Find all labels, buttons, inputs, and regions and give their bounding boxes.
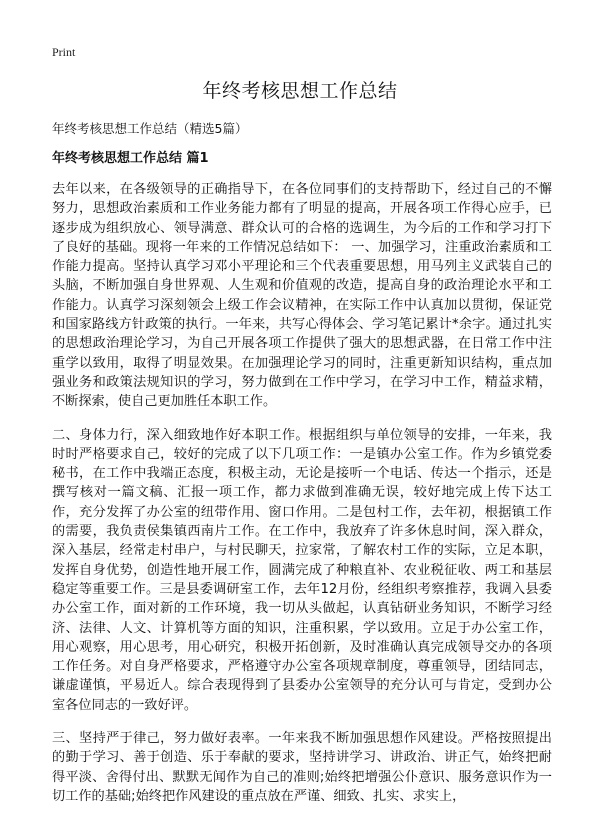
paragraph-3: 三、坚持严于律己，努力做好表率。一年来我不断加强思想作风建设。严格按照提出的勤于学习、善于创造、乐于奉献的要求，坚持讲学习、讲政治、讲正气，始终把耐得平淡、舍得付出、默默无闻作为自己的准则;始终把增强公仆意识、服务意识作为一切工作的基础;始终把作风建设的重点放在严谨、细致、扎实、求实上， — [52, 731, 552, 804]
document-subtitle: 年终考核思想工作总结（精选5篇） — [52, 121, 248, 136]
document-body — [52, 180, 552, 820]
document-title: 年终考核思想工作总结 — [202, 80, 398, 102]
section-heading: 年终考核思想工作总结 篇1 — [52, 151, 209, 166]
paragraph-1: 去年以来，在各级领导的正确指导下，在各位同事们的支持帮助下，经过自己的不懈努力，思想政治素质和工作业务能力都有了明显的提高，开展各项工作得心应手，已逐步成为组织放心、领导满意、群众认可的合格的选调生，为今后的工作和学习打下了良好的基础。现将一年来的工作情况总结如下： 一、加强学习，注重政治素质和工作能力提高。坚持认真学习邓小平理论和三个代表重要思想，用马列主义武装自己的头脑，不断加强自身世界观、人生观和价值观的改造，提高自身的政治理论水平和工作能力。认真学习深刻领会上级工作会议精神，在实际工作中认真加以贯彻，保证党和国家路线方针政策的执行。一年来，共写心得体会、学习笔记累计*余字。通过扎实的思想政治理论学习，为自己开展各项工作提供了强大的思想武器，在日常工作中注重学以致用，取得了明显效果。在加强理论学习的同时，注重更新知识结构，重点加强业务和政策法规知识的学习，努力做到在工作中学习，在学习中工作，精益求精，不断探索，使自己更加胜任本职工作。 — [52, 182, 552, 410]
print-link[interactable]: Print — [52, 45, 76, 59]
paragraph-2: 二、身体力行，深入细致地作好本职工作。根据组织与单位领导的安排，一年来，我时时严格要求自己，较好的完成了以下几项工作：一是镇办公室工作。作为乡镇党委秘书，在工作中我端正态度，积极主动，无论是接听一个电话、传达一个指示，还是撰写核对一篇文稿、汇报一项工作，都力求做到准确无误，较好地完成上传下达工作，充分发挥了办公室的纽带作用、窗口作用。二是包村工作，去年初，根据镇工作的需要，我负责侯集镇西南片工作。在工作中，我放弃了许多休息时间，深入群众，深入基层，经常走村串户，与村民聊天，拉家常，了解农村工作的实际，立足本职，发挥自身优势，创造性地开展工作，圆满完成了种粮直补、农业税征收、两工和基层稳定等重要工作。三是县委调研室工作，去年12月份，经组织考察推荐，我调入县委办公室工作，面对新的工作环境，我一切从头做起，认真钻研业务知识，不断学习经济、法律、人文、计算机等方面的知识，注重积累，学以致用。立足于办公室工作，用心观察，用心思考，用心研究，积极开拓创新，及时准确认真完成领导交办的各项工作任务。对自身严格要求，严格遵守办公室各项规章制度，尊重领导，团结同志，谦虚谨慎，平易近人。综合表现得到了县委办公室领导的充分认可与肯定，受到办公室各位同志的一致好评。 — [52, 427, 552, 713]
